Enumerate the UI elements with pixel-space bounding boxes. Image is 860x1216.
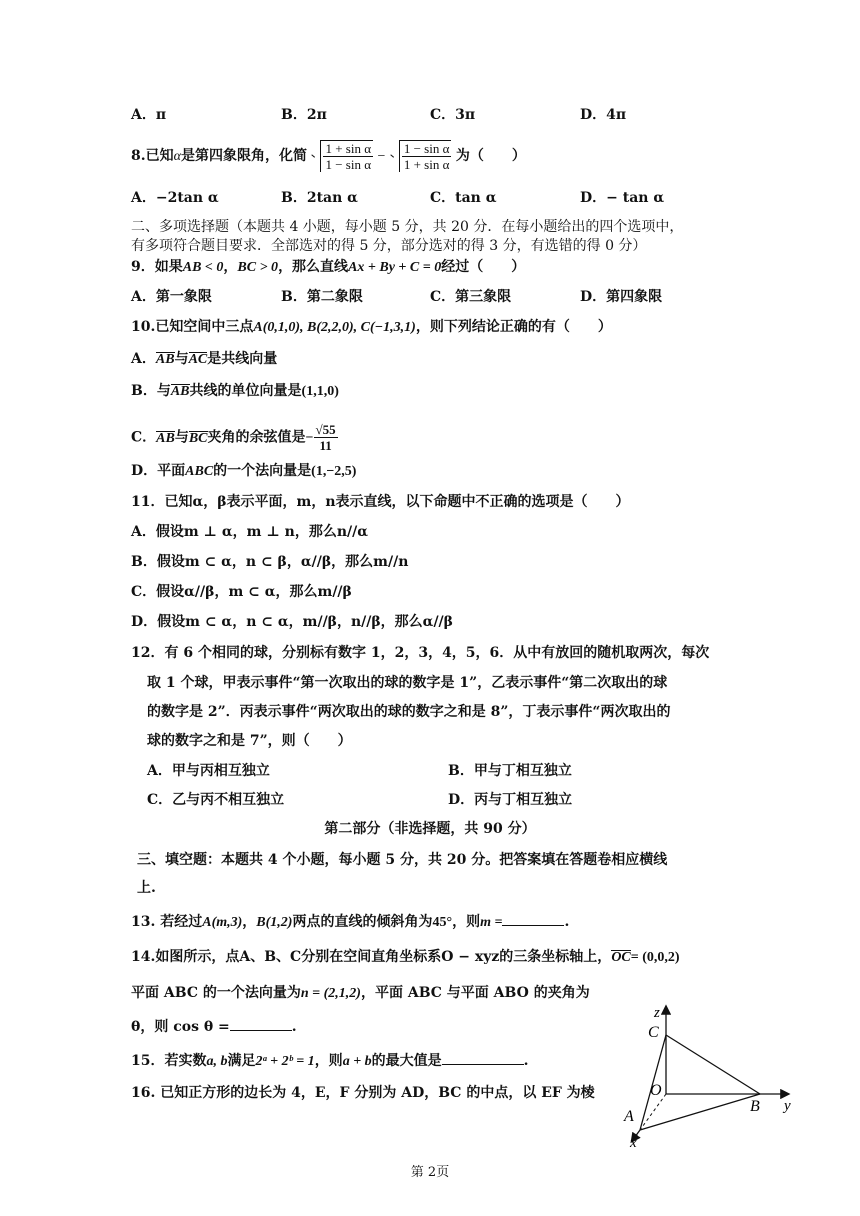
q12-line4: 球的数字之和是 7”，则（ ） bbox=[147, 733, 352, 749]
q9-option-b: B．第二象限 bbox=[281, 289, 363, 305]
q7-option-b: B．2π bbox=[281, 107, 327, 123]
q15-answer-blank bbox=[442, 1064, 524, 1065]
q8-option-c: C．tan α bbox=[430, 190, 497, 206]
axis-x-label: x bbox=[630, 1135, 637, 1151]
q12-line3: 的数字是 2”．丙表示事件“两次取出的球的数字之和是 8”，丁表示事件“两次取出的 bbox=[147, 704, 671, 720]
q14-answer-blank bbox=[230, 1030, 292, 1031]
q14-line2: 平面 ABC 的一个法向量为n = (2,1,2)，平面 ABC 与平面 ABO 的夹角为 bbox=[131, 985, 590, 1001]
q10-option-b: B．与AB共线的单位向量是(1,1,0) bbox=[131, 383, 339, 399]
q11-option-a: A．假设m ⊥ α，m ⊥ n，那么n//α bbox=[131, 524, 368, 540]
q14-line3: θ，则 cos θ = . bbox=[131, 1019, 297, 1035]
origin-label: O bbox=[650, 1082, 662, 1099]
part2-heading: 第二部分（非选择题，共 90 分） bbox=[324, 821, 536, 837]
q8-option-b: B．2tan α bbox=[281, 190, 358, 206]
q12-line2: 取 1 个球，甲表示事件“第一次取出的球的数字是 1”，乙表示事件“第二次取出的球 bbox=[147, 675, 668, 691]
point-a-label: A bbox=[624, 1108, 634, 1125]
coordinate-figure bbox=[610, 995, 800, 1155]
q8-option-a: A．−2tan α bbox=[131, 190, 219, 206]
q8-stem: 8.已知α是第四象限角，化简 $\frac{\text{1 + sin α}}{\text{1 − sin α}}$ − $\frac{\text{1 − sin α}}{\text{1 + sin α}}$ 为（ ） bbox=[131, 141, 526, 172]
axis-y-label: y bbox=[784, 1098, 791, 1114]
q11-option-d: D．假设m ⊂ α，n ⊂ α，m//β，n//β，那么α//β bbox=[131, 614, 453, 630]
sqrt-symbol-icon: √ bbox=[315, 422, 323, 437]
q11-option-b: B．假设m ⊂ α，n ⊂ β，α//β，那么m//n bbox=[131, 554, 409, 570]
section2-line2: 有多项符合题目要求．全部选对的得 5 分，部分选对的得 3 分，有选错的得 0 分） bbox=[131, 238, 647, 254]
q13-stem: 13. 若经过A(m,3)，B(1,2)两点的直线的倾斜角为45°，则m = . bbox=[131, 914, 570, 930]
q12-option-c: C．乙与丙不相互独立 bbox=[147, 792, 285, 808]
q7-option-c: C．3π bbox=[430, 107, 476, 123]
q12-option-a: A．甲与丙相互独立 bbox=[147, 763, 270, 779]
q16-stem: 16. 已知正方形的边长为 4，E，F 分别为 AD，BC 的中点，以 EF 为棱 bbox=[131, 1085, 595, 1101]
section2-line1: 二、多项选择题（本题共 4 小题，每小题 5 分，共 20 分．在每小题给出的四个选项中， bbox=[131, 219, 684, 235]
q9-option-c: C．第三象限 bbox=[430, 289, 512, 305]
q10-option-c: C．AB与BC夹角的余弦值是− $\frac{√55}{11}$ bbox=[131, 422, 336, 453]
q11-option-c: C．假设α//β，m ⊂ α，那么m//β bbox=[131, 584, 352, 600]
q14-line1: 14.如图所示，点A、B、C分别在空间直角坐标系O − xyz的三条坐标轴上，OC= (0,0,2) bbox=[131, 949, 680, 965]
q11-stem: 11．已知α，β表示平面，m，n表示直线，以下命题中不正确的选项是（ ） bbox=[131, 494, 630, 510]
q15-stem: 15．若实数a, b满足2ᵃ + 2ᵇ = 1，则a + b的最大值是 . bbox=[131, 1053, 529, 1069]
q10-option-d: D．平面ABC的一个法向量是(1,−2,5) bbox=[131, 463, 357, 479]
q12-line1: 12．有 6 个相同的球，分别标有数字 1，2，3，4，5，6．从中有放回的随机取两次，每次 bbox=[131, 645, 710, 661]
q9-option-d: D．第四象限 bbox=[580, 289, 663, 305]
q12-option-d: D．丙与丁相互独立 bbox=[448, 792, 573, 808]
sqrt-2: $\frac{\text{1 − sin α}}{\text{1 + sin α}}$ bbox=[390, 140, 452, 172]
q10-stem: 10.已知空间中三点A(0,1,0), B(2,2,0), C(−1,3,1)，则下列结论正确的有（ ） bbox=[131, 319, 612, 335]
q13-answer-blank bbox=[502, 925, 564, 926]
q7-option-a: A．π bbox=[131, 107, 167, 123]
q10-option-a: A．AB与AC是共线向量 bbox=[131, 351, 278, 367]
section3-line2: 上. bbox=[137, 880, 156, 896]
q9-option-a: A．第一象限 bbox=[131, 289, 212, 305]
section3-line1: 三、填空题：本题共 4 个小题，每小题 5 分，共 20 分。把答案填在答题卷相应横线 bbox=[137, 852, 668, 868]
point-b-label: B bbox=[750, 1098, 760, 1115]
q9-stem: 9．如果AB < 0，BC > 0，那么直线Ax + By + C = 0经过（ ） bbox=[131, 259, 526, 275]
page-footer: 第 2页 bbox=[410, 1165, 450, 1180]
q7-option-d: D．4π bbox=[580, 107, 627, 123]
axis-z-label: z bbox=[654, 1005, 660, 1021]
sqrt-1: $\frac{\text{1 + sin α}}{\text{1 − sin α}}$ bbox=[311, 140, 373, 172]
point-c-label: C bbox=[648, 1024, 659, 1041]
q8-option-d: D．− tan α bbox=[580, 190, 665, 206]
q12-option-b: B．甲与丁相互独立 bbox=[448, 763, 572, 779]
